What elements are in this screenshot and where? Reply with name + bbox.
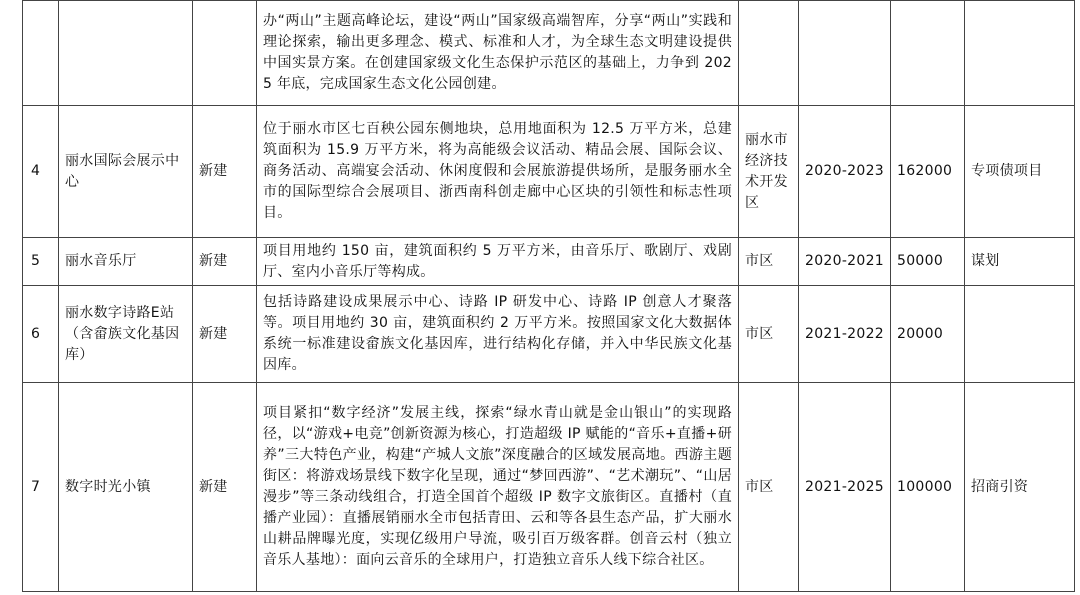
project-name: 丽水音乐厅: [59, 238, 193, 286]
project-type: 新建: [193, 383, 257, 592]
project-name: 丽水数字诗路E站（含畲族文化基因库）: [59, 286, 193, 383]
project-description: 项目用地约 150 亩，建筑面积约 5 万平方米，由音乐厅、歌剧厅、戏剧厅、室内小音乐厅等构成。: [257, 238, 739, 286]
project-type: 新建: [193, 286, 257, 383]
table-row: [23, 238, 1075, 286]
project-period: 2021-2022: [799, 286, 891, 383]
row-number: 5: [23, 238, 59, 286]
project-description: 办“两山”主题高峰论坛，建设“两山”国家级高端智库，分享“两山”实践和理论探索，输出更多理念、模式、标准和人才，为全球生态文明建设提供中国实景方案。在创建国家级文化生态保护示范区的基础上，力争到 2025 年底，完成国家生态文化公园创建。: [257, 1, 739, 106]
project-type: 新建: [193, 238, 257, 286]
project-location: 市区: [739, 238, 799, 286]
project-investment: 50000: [891, 238, 965, 286]
table-row: [23, 1, 1075, 106]
row-number: 4: [23, 106, 59, 238]
project-period: [799, 1, 891, 106]
project-investment: 20000: [891, 286, 965, 383]
table-row: [23, 106, 1075, 238]
project-location: 市区: [739, 383, 799, 592]
project-method: [965, 1, 1075, 106]
row-number: 7: [23, 383, 59, 592]
project-method: 招商引资: [965, 383, 1075, 592]
project-type: 新建: [193, 106, 257, 238]
row-number: 6: [23, 286, 59, 383]
row-number: [23, 1, 59, 106]
table-row: [23, 383, 1075, 592]
project-investment: [891, 1, 965, 106]
project-description: 包括诗路建设成果展示中心、诗路 IP 研发中心、诗路 IP 创意人才聚落等。项目用地约 30 亩，建筑面积约 2 万平方米。按照国家文化大数据体系统一标准建设畲族文化基因库，进行结构化存储，并入中华民族文化基因库。: [257, 286, 739, 383]
project-method: 专项债项目: [965, 106, 1075, 238]
project-description: 项目紧扣“数字经济”发展主线，探索“绿水青山就是金山银山”的实现路径，以“游戏+电竞”创新资源为核心，打造超级 IP 赋能的“音乐+直播+研养”三大特色产业，构建“产城人文旅”深度融合的区域发展高地。西游主题街区：将游戏场景线下数字化呈现，通过“梦回西游”、“艺术潮玩”、“山居漫步”等三条动线组合，打造全国首个超级 IP 数字文旅街区。直播村（直播产业园）：直播展销丽水全市包括青田、云和等各县生态产品，扩大丽水山耕品牌曝光度，实现亿级用户导流，吸引百万级客群。创音云村（独立音乐人基地）：面向云音乐的全球用户，打造独立音乐人线下综合社区。: [257, 383, 739, 592]
project-location: [739, 1, 799, 106]
project-name: 数字时光小镇: [59, 383, 193, 592]
project-period: 2021-2025: [799, 383, 891, 592]
project-period: 2020-2021: [799, 238, 891, 286]
project-investment: 100000: [891, 383, 965, 592]
project-method: [965, 286, 1075, 383]
project-name: 丽水国际会展示中心: [59, 106, 193, 238]
project-name: [59, 1, 193, 106]
table-row: [23, 286, 1075, 383]
project-location: 丽水市经济技术开发区: [739, 106, 799, 238]
project-type: [193, 1, 257, 106]
project-location: 市区: [739, 286, 799, 383]
project-period: 2020-2023: [799, 106, 891, 238]
project-description: 位于丽水市区七百秧公园东侧地块，总用地面积为 12.5 万平方米，总建筑面积为 15.9 万平方米，将为高能级会议活动、精品会展、国际会议、商务活动、高端宴会活动、休闲度假和会展旅游提供场所，是服务丽水全市的国际型综合会展项目、浙西南科创走廊中心区块的引领性和标志性项目。: [257, 106, 739, 238]
project-table: [22, 0, 1075, 592]
project-method: 谋划: [965, 238, 1075, 286]
project-investment: 162000: [891, 106, 965, 238]
